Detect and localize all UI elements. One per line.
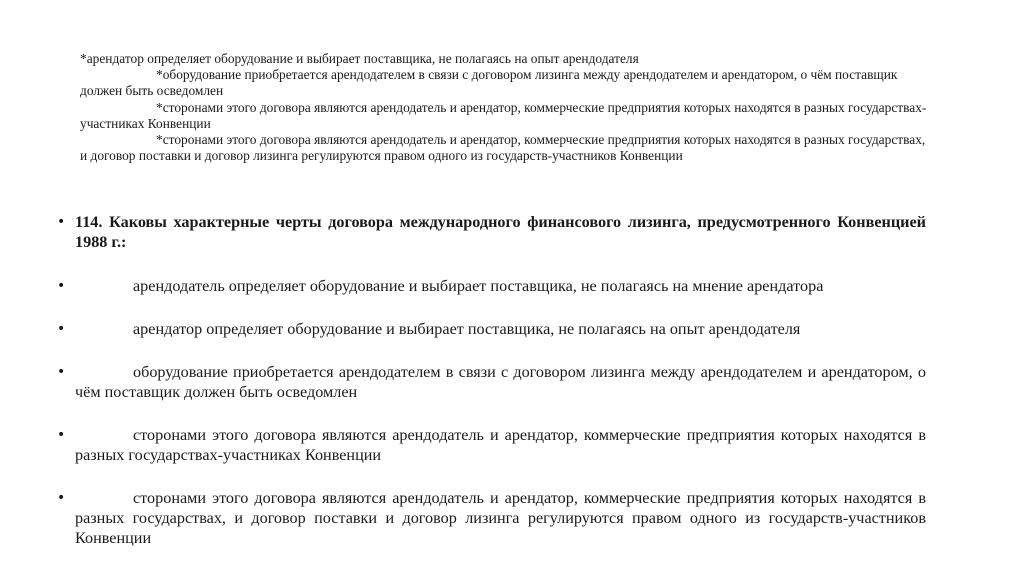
previous-answer-3: *сторонами этого договора являются арендодатель и арендатор, коммерческие предприятия которых находятся в разных государствах-участниках Конвенции bbox=[80, 99, 927, 131]
bullet-marker: • bbox=[57, 490, 66, 506]
bullet-marker: • bbox=[57, 214, 66, 230]
question-text: 114. Каковы характерные черты договора международного финансового лизинга, предусмотренного Конвенцией 1988 г.: bbox=[75, 213, 926, 251]
bullet-marker: • bbox=[57, 278, 66, 294]
option-text: сторонами этого договора являются арендодатель и арендатор, коммерческие предприятия которых находятся в разных государствах, и договор поставки и договор лизинга регулируются правом одного из государств-участников Конвенции bbox=[75, 489, 926, 547]
bullet-marker: • bbox=[57, 427, 66, 443]
option-text: сторонами этого договора являются арендодатель и арендатор, коммерческие предприятия которых находятся в разных государствах-участниках Конвенции bbox=[75, 426, 926, 464]
bullet-marker: • bbox=[57, 321, 66, 337]
previous-answer-1: *арендатор определяет оборудование и выбирает поставщика, не полагаясь на опыт арендодателя bbox=[80, 51, 639, 66]
previous-answers-block bbox=[80, 51, 930, 164]
bullet-marker: • bbox=[57, 364, 66, 380]
option-text: арендодатель определяет оборудование и выбирает поставщика, не полагаясь на мнение арендатора bbox=[133, 277, 824, 295]
previous-answer-4: *сторонами этого договора являются арендодатель и арендатор, коммерческие предприятия которых находятся в разных государствах, и договор поставки и договор лизинга регулируются правом одного из государств-участников Конвенции bbox=[80, 132, 926, 164]
option-text: оборудование приобретается арендодателем в связи с договором лизинга между арендодателем и арендатором, о чём поставщик должен быть осведомлен bbox=[75, 363, 926, 401]
previous-answer-2: *оборудование приобретается арендодателем в связи с договором лизинга между арендодателем и арендатором, о чём поставщик должен быть осведомлен bbox=[80, 67, 898, 99]
option-text: арендатор определяет оборудование и выбирает поставщика, не полагаясь на опыт арендодателя bbox=[133, 320, 801, 338]
